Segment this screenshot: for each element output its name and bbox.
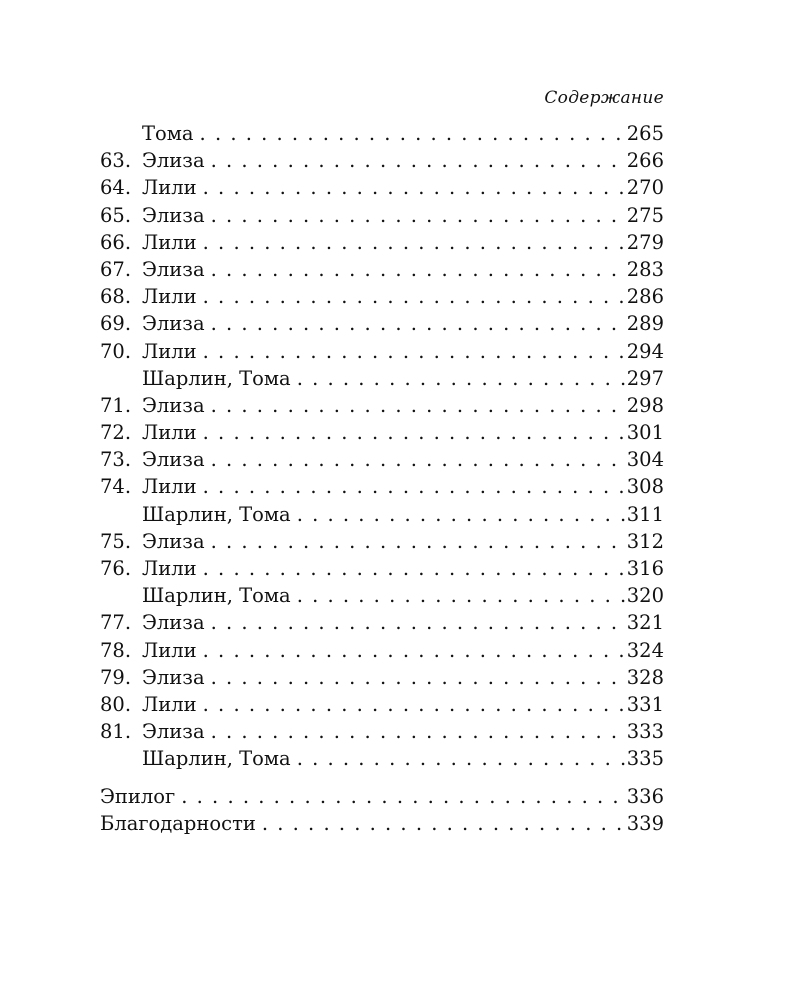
page-number: 297	[626, 366, 664, 390]
page-number: 289	[626, 312, 664, 336]
page-number: 312	[626, 529, 664, 553]
toc-entry	[100, 664, 664, 691]
toc-entry	[100, 691, 664, 718]
page-number: 283	[626, 257, 664, 281]
entry-title: Элиза	[142, 312, 205, 336]
chapter-number: 66.	[100, 230, 132, 254]
toc-entry	[100, 555, 664, 582]
dot-leader	[211, 664, 627, 691]
chapter-number: 81.	[100, 720, 132, 744]
dot-leader	[211, 147, 627, 174]
chapter-number: 76.	[100, 557, 132, 580]
chapter-number: 72.	[100, 421, 132, 445]
toc-entry	[100, 745, 664, 772]
entry-title: Тома	[142, 122, 194, 145]
toc-entry	[100, 283, 664, 310]
page-number: 324	[626, 638, 664, 662]
dot-leader	[203, 555, 627, 582]
toc-entry	[100, 718, 664, 745]
chapter-number: 78.	[100, 638, 132, 662]
page-number: 286	[626, 285, 664, 309]
entry-title: Элиза	[142, 393, 205, 417]
page-number: 279	[626, 230, 664, 254]
chapter-number: 74.	[100, 475, 132, 499]
entry-title: Элиза	[142, 665, 205, 689]
page-number: 304	[626, 448, 664, 472]
chapter-number: 70.	[100, 339, 132, 363]
page-number: 265	[626, 122, 664, 145]
page-number: 316	[626, 557, 664, 580]
dot-leader	[211, 256, 627, 283]
running-head: Содержание	[544, 88, 664, 108]
chapter-number: 71.	[100, 393, 132, 417]
dot-leader	[211, 528, 627, 555]
entry-title: Лили	[142, 285, 197, 309]
entry-title: Шарлин, Тома	[142, 502, 291, 526]
dot-leader	[203, 637, 627, 664]
toc-entry	[100, 637, 664, 664]
toc-entry	[100, 783, 664, 810]
dot-leader	[211, 446, 627, 473]
entry-title: Элиза	[142, 149, 205, 173]
entry-title: Элиза	[142, 611, 205, 635]
toc-entry	[100, 582, 664, 609]
dot-leader	[297, 582, 627, 609]
page-number: 294	[626, 339, 664, 363]
entry-title: Лили	[142, 557, 197, 580]
page-number: 336	[626, 784, 664, 808]
chapter-number: 68.	[100, 285, 132, 309]
dot-leader	[200, 120, 627, 147]
toc-entry	[100, 120, 664, 147]
toc-entry	[100, 473, 664, 500]
entry-title: Элиза	[142, 448, 205, 472]
entry-title: Лили	[142, 475, 197, 499]
page-number: 301	[626, 421, 664, 445]
dot-leader	[203, 283, 627, 310]
entry-title: Шарлин, Тома	[142, 747, 291, 771]
chapter-number: 67.	[100, 257, 132, 281]
entry-title: Лили	[142, 421, 197, 445]
entry-title: Элиза	[142, 257, 205, 281]
page-number: 266	[626, 149, 664, 173]
chapter-number: 75.	[100, 529, 132, 553]
dot-leader	[211, 310, 627, 337]
entry-title: Эпилог	[100, 784, 176, 808]
dot-leader	[203, 338, 627, 365]
chapter-number: 77.	[100, 611, 132, 635]
dot-leader	[211, 392, 627, 419]
chapter-number: 73.	[100, 448, 132, 472]
page-number: 311	[626, 502, 664, 526]
page-number: 335	[626, 747, 664, 771]
entry-title: Шарлин, Тома	[142, 584, 291, 608]
toc-entry	[100, 310, 664, 337]
toc-entry	[100, 365, 664, 392]
entry-title: Элиза	[142, 529, 205, 553]
dot-leader	[297, 501, 627, 528]
dot-leader	[181, 783, 627, 810]
page-number: 328	[626, 665, 664, 689]
toc-entry	[100, 810, 664, 837]
toc-entry	[100, 229, 664, 256]
entry-title: Благодарности	[100, 811, 256, 835]
chapter-number: 80.	[100, 692, 132, 716]
toc-entry	[100, 419, 664, 446]
dot-leader	[262, 810, 627, 837]
toc-entry	[100, 609, 664, 636]
toc-entry	[100, 338, 664, 365]
dot-leader	[203, 229, 627, 256]
chapter-number: 63.	[100, 149, 132, 173]
toc-entry	[100, 256, 664, 283]
page-number: 320	[626, 584, 664, 608]
toc-entry	[100, 392, 664, 419]
page-number: 339	[626, 811, 664, 835]
page-number: 333	[626, 720, 664, 744]
dot-leader	[203, 691, 627, 718]
entry-title: Лили	[142, 339, 197, 363]
toc-entry	[100, 147, 664, 174]
page-number: 321	[626, 611, 664, 635]
entry-title: Лили	[142, 692, 197, 716]
dot-leader	[297, 745, 627, 772]
entry-title: Элиза	[142, 203, 205, 227]
dot-leader	[211, 202, 627, 229]
toc-entry	[100, 501, 664, 528]
chapter-number: 79.	[100, 665, 132, 689]
page-number: 331	[626, 692, 664, 716]
chapter-number: 69.	[100, 312, 132, 336]
dot-leader	[297, 365, 627, 392]
chapter-number: 64.	[100, 176, 132, 200]
page-number: 275	[626, 203, 664, 227]
page-number: 298	[626, 393, 664, 417]
page-number: 308	[626, 475, 664, 499]
dot-leader	[203, 419, 627, 446]
toc-entry	[100, 174, 664, 201]
table-of-contents	[100, 120, 664, 837]
toc-entry	[100, 446, 664, 473]
dot-leader	[203, 473, 627, 500]
entry-title: Лили	[142, 230, 197, 254]
dot-leader	[203, 174, 627, 201]
entry-title: Лили	[142, 176, 197, 200]
toc-entry	[100, 202, 664, 229]
chapter-number: 65.	[100, 203, 132, 227]
dot-leader	[211, 609, 627, 636]
toc-entry	[100, 528, 664, 555]
page-number: 270	[626, 176, 664, 200]
entry-title: Элиза	[142, 720, 205, 744]
dot-leader	[211, 718, 627, 745]
entry-title: Лили	[142, 638, 197, 662]
entry-title: Шарлин, Тома	[142, 366, 291, 390]
